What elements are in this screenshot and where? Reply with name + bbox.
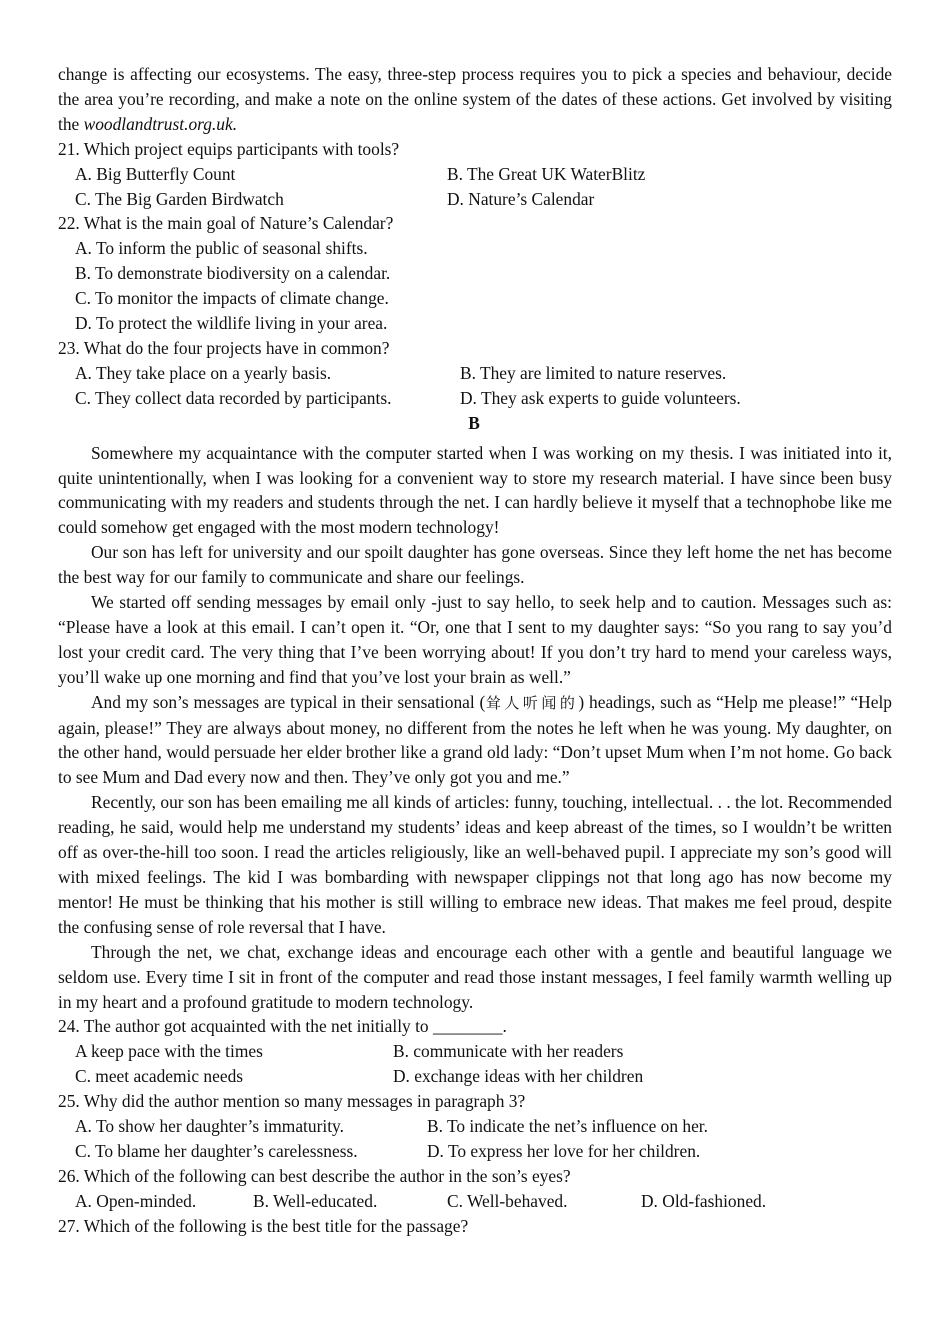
paragraph-4-text-end: ) headings, such as “Help me please!” “Help again, please!” They are always about money, no different from the notes he left when he was young. My daughter, on the other hand, would persuade her elder brother like a grand old lady: “Don’t upset Mum when I’m not home. Go back to see Mum and Dad every now and then. They’ve only got you and me.” [58,691,892,788]
website-link: woodlandtrust.org.uk. [83,113,238,134]
chinese-gloss: 耸人听闻的 [485,693,579,712]
option-22a: A. To inform the public of seasonal shifts. [75,238,368,259]
question-26-options [58,1189,892,1214]
exam-page [58,62,892,1239]
option-23b: B. They are limited to nature reserves. [460,362,727,383]
question-23-options [58,361,892,411]
option-22d: D. To protect the wildlife living in your area. [75,313,388,334]
passage-b-paragraph-6: Through the net, we chat, exchange ideas and encourage each other with a gentle and beautiful language we seldom use. Every time I sit in front of the computer and read those instant messages, I feel family warmth welling up in my heart and a profound gratitude to modern technology. [58,941,892,1012]
question-25-options [58,1114,892,1164]
question-21-options [58,162,892,212]
section-b-title: B [468,412,480,433]
passage-b-paragraph-2: Our son has left for university and our spoilt daughter has gone overseas. Since they left home the net has become the best way for our family to communicate and share our feelings. [58,542,892,588]
option-26a: A. Open-minded. [75,1190,197,1211]
option-26d: D. Old-fashioned. [641,1190,767,1211]
option-26b: B. Well-educated. [253,1190,378,1211]
option-23d: D. They ask experts to guide volunteers. [460,387,741,408]
option-21b: B. The Great UK WaterBlitz [447,163,646,184]
option-22c: C. To monitor the impacts of climate change. [75,288,389,309]
passage-b-paragraph-4 [58,690,892,791]
question-21-stem: 21. Which project equips participants with tools? [58,138,400,159]
option-25b: B. To indicate the net’s influence on her. [427,1116,708,1137]
passage-a-tail-text: change is affecting our ecosystems. The easy, three-step process requires you to pick a species and behaviour, decide the area you’re recording, and make a note on the online system of the dates of these actions. Get involved by visiting the [58,64,892,134]
option-22b: B. To demonstrate biodiversity on a calendar. [75,263,391,284]
question-25-stem: 25. Why did the author mention so many messages in paragraph 3? [58,1091,526,1112]
option-24b: B. communicate with her readers [393,1041,624,1062]
passage-a-tail [58,62,892,137]
option-25d: D. To express her love for her children. [427,1140,701,1161]
option-24a: A keep pace with the times [75,1041,263,1062]
question-23-stem: 23. What do the four projects have in common? [58,337,390,358]
option-21c: C. The Big Garden Birdwatch [75,188,284,209]
option-21d: D. Nature’s Calendar [447,188,595,209]
passage-b-paragraph-5: Recently, our son has been emailing me all kinds of articles: funny, touching, intellectual. . . the lot. Recommended reading, he said, would help me understand my students’ ideas and keep abreast of the times, so I wouldn’t be written off as over-the-hill too soon. I read the articles religiously, like an well-behaved pupil. I appreciate my son’s good will with mixed feelings. The kid I was bombarding with newspaper clippings not that long ago has now become my mentor! He must be thinking that his mother is still willing to embrace new ideas. That makes me feel proud, despite the confusing sense of role reversal that I have. [58,792,892,937]
paragraph-4-text-start: And my son’s messages are typical in their sensational ( [91,691,486,712]
option-25a: A. To show her daughter’s immaturity. [75,1116,344,1137]
option-23c: C. They collect data recorded by participants. [75,387,392,408]
option-26c: C. Well-behaved. [447,1190,568,1211]
option-23a: A. They take place on a yearly basis. [75,362,332,383]
option-25c: C. To blame her daughter’s carelessness. [75,1140,358,1161]
option-21a: A. Big Butterfly Count [75,163,236,184]
question-27-stem: 27. Which of the following is the best title for the passage? [58,1215,469,1236]
option-24c: C. meet academic needs [75,1066,244,1087]
question-22-stem: 22. What is the main goal of Nature’s Calendar? [58,213,394,234]
option-24d: D. exchange ideas with her children [393,1066,644,1087]
question-24-stem: 24. The author got acquainted with the net initially to ________. [58,1016,507,1037]
question-22-options [58,236,892,336]
passage-b-paragraph-1: Somewhere my acquaintance with the computer started when I was working on my thesis. I was initiated into it, quite unintentionally, when I was looking for a convenient way to store my research material. I have since been busy communicating with my readers and students through the net. I can hardly believe it myself that a technophobe like me could somehow get engaged with the most modern technology! [58,442,892,538]
question-26-stem: 26. Which of the following can best describe the author in the son’s eyes? [58,1165,571,1186]
question-24-options [58,1039,892,1089]
passage-b-paragraph-3: We started off sending messages by email only -just to say hello, to seek help and to caution. Messages such as: “Please have a look at this email. I can’t open it. “Or, one that I sent to my daughter says: “So you rang to say you’d lost your credit card. The very thing that I’ve been worrying about! If you don’t try hard to mend your careless ways, you’ll wake up one morning and find that you’ve lost your brain as well.” [58,592,892,687]
